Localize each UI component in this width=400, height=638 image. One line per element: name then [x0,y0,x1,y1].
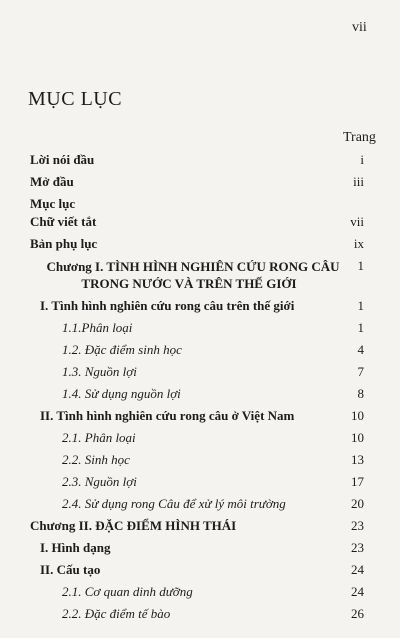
toc-entry-page: iii [353,174,364,189]
toc-entry-page: ix [353,236,364,251]
toc-entry-label: Mục lục [30,196,76,211]
toc-entry-label: 2.2. Sinh học [62,452,130,467]
toc-entry-page: 20 [351,496,364,511]
page-column-header: Trang [343,130,376,145]
toc-entry-label: II. Tình hình nghiên cứu rong câu ở Việt Nam [40,408,295,423]
toc-entry-label-line-1: Chương I. TÌNH HÌNH NGHIÊN CỨU RONG CÂU [46,259,340,274]
toc-entry-section-structure [0,562,400,582]
toc-entry-page: i [360,152,364,167]
toc-entry-label: I. Tình hình nghiên cứu rong câu trên thế giới [40,298,295,313]
toc-entry-label: Bản phụ lục [30,236,98,251]
toc-entry-subsection [0,364,400,384]
toc-entry-label: 2.3. Nguồn lợi [62,474,137,489]
toc-entry-label-line-2: TRONG NƯỚC VÀ TRÊN THẾ GIỚI [81,276,297,291]
toc-entry-page: 23 [351,518,364,533]
toc-entry-page: 7 [357,364,364,379]
toc-entry-section-shape [0,540,400,560]
toc-entry-page: 1 [357,258,364,273]
toc-entry-abbreviations [0,214,400,234]
toc-entry-subsection [0,320,400,340]
toc-title: MỤC LỤC [28,88,123,110]
toc-entry-page: 13 [351,452,364,467]
toc-entry-label: 2.1. Phân loại [62,430,136,445]
toc-entry-subsection [0,342,400,362]
toc-entry-label: Chữ viết tắt [30,214,97,229]
toc-entry-section-1 [0,298,400,318]
toc-entry-introduction [0,174,400,194]
toc-entry-label: 1.2. Đặc điểm sinh học [62,342,182,357]
toc-entry-preface [0,152,400,172]
toc-entry-label: II. Cấu tạo [40,562,101,577]
toc-entry-label [30,258,348,292]
toc-entry-section-2 [0,408,400,428]
toc-entry-label: 1.4. Sử dụng nguồn lợi [62,386,181,401]
toc-entry-subsection [0,584,400,604]
toc-entry-label: Lời nói đầu [30,152,95,167]
toc-entry-label: Mở đầu [30,174,74,189]
toc-entry-subsection [0,430,400,450]
toc-entry-subsection [0,496,400,516]
toc-entry-label: 1.3. Nguồn lợi [62,364,137,379]
toc-entry-page: 10 [351,408,364,423]
toc-entry-page: 26 [351,606,364,621]
toc-entry-label: 2.1. Cơ quan dinh dưỡng [62,584,193,599]
toc-entry-page: 1 [357,320,364,335]
toc-entry-page: 4 [357,342,364,357]
toc-entry-page: 10 [351,430,364,445]
toc-entry-appendix [0,236,400,256]
toc-entry-subsection [0,606,400,626]
toc-entry-page: 23 [351,540,364,555]
toc-entry-label: 2.4. Sử dụng rong Câu để xử lý môi trường [62,496,286,511]
toc-entry-page: 24 [351,584,364,599]
toc-entry-subsection [0,474,400,494]
toc-entry-label: Chương II. ĐẶC ĐIỂM HÌNH THÁI [30,518,237,533]
toc-entry-label: I. Hình dạng [40,540,111,555]
toc-entry-page: 1 [357,298,364,313]
toc-entry-page: 8 [357,386,364,401]
toc-entry-chapter-2 [0,518,400,538]
page-number: vii [352,20,367,35]
toc-entry-label: 2.2. Đặc điểm tế bào [62,606,171,621]
toc-entry-page: 24 [351,562,364,577]
toc-entry-subsection [0,452,400,472]
toc-entry-subsection [0,386,400,406]
toc-entry-page: 17 [351,474,364,489]
toc-entry-contents [0,196,400,216]
toc-entry-label: 1.1.Phân loại [62,320,133,335]
toc-entry-page: vii [350,214,364,229]
toc-entry-chapter-1 [0,258,400,294]
